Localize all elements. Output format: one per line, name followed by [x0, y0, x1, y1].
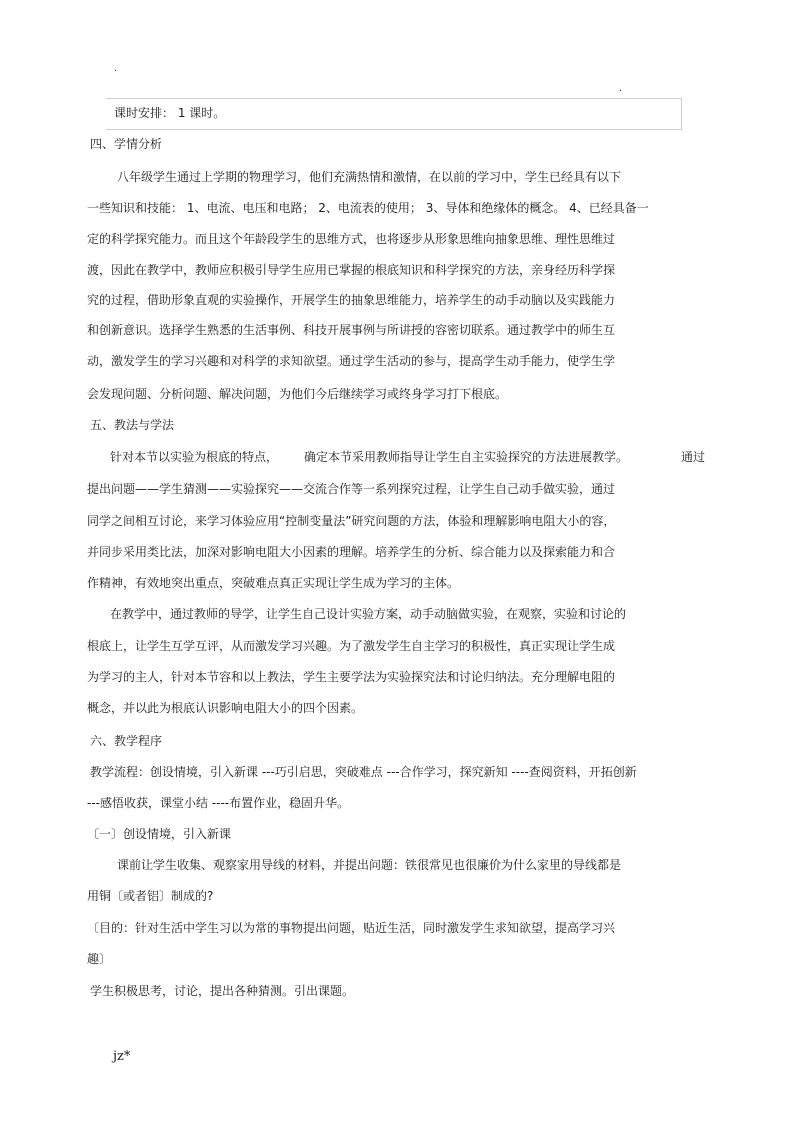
schedule-text: 课时安排： 1 课时。: [114, 106, 226, 120]
section4-line-1: 八年级学生通过上学期的物理学习，他们充满热情和激情，在以前的学习中，学生已经具有以下: [117, 170, 622, 184]
section5-p1-start: 针对本节以实验为根底的特点，: [110, 450, 279, 464]
section6-sub1-line-3: 〔目的：针对生活中学生习以为常的事物提出问题，贴近生活，同时激发学生求知欲望，提高学习兴: [87, 921, 616, 935]
section6-flow-line-2: ---感悟收获，课堂小结 ----布置作业，稳固升华。: [87, 796, 350, 810]
section4-line-2: 一些知识和技能： 1、电流、电压和电路； 2、电流表的使用； 3、导体和绝缘体的概念。 4、已经具备一: [87, 201, 649, 215]
section4-line-4: 渡，因此在教学中，教师应积极引导学生应用已掌握的根底知识和科学探究的方法，亲身经历科学探: [87, 263, 616, 277]
section6-flow-line-1: 教学流程：创设情境，引入新课 ---巧引启思，突破难点 ---合作学习，探究新知 ----查阅资料，开拓创新: [90, 765, 637, 779]
section6-sub1-line-1: 课前让学生收集、观察家用导线的材料，并提出问题：铁很常见也很廉价为什么家里的导线都是: [117, 858, 622, 872]
section4-line-7: 动，激发学生的学习兴趣和对科学的求知欲望。通过学生活动的参与，提高学生动手能力，使学生学: [87, 354, 616, 368]
section6-sub1-line-4: 趣〕: [87, 952, 112, 966]
section5-line-4: 作精神，有效地突出重点，突破难点真正实现让学生成为学习的主体。: [87, 576, 460, 590]
section4-line-5: 究的过程，借助形象直观的实验操作，开展学生的抽象思维能力，培养学生的动手动脑以及实践能力: [87, 293, 616, 307]
section6-sub1-line-5: 学生积极思考，讨论，提出各种猜测。引出课题。: [90, 984, 355, 998]
header-dot-left: .: [114, 63, 118, 74]
section4-line-3: 定的科学探究能力。而且这个年龄段学生的思维方式，也将逐步从形象思维向抽象思维、理性思维过: [87, 232, 616, 246]
section5-line-3: 并同步采用类比法，加深对影响电阻大小因素的理解。培养学生的分析、综合能力以及探索能力和合: [87, 545, 616, 559]
section6-sub1-line-2: 用铜〔或者铝〕制成的?: [87, 889, 214, 903]
section5-p1-mid: 确定本节采用教师指导让学生自主实验探究的方法进展教学。: [304, 450, 629, 464]
section5-line-1: 提出问题——学生猜测——实验探究——交流合作等一系列探究过程，让学生自己动手做实验，通过: [87, 482, 616, 496]
section6-sub1-title: 〔一〕创设情境，引入新课: [87, 827, 232, 841]
header-dot-right: .: [619, 83, 623, 94]
section5-p2-line-2: 根底上，让学生互学互评，从而激发学习兴趣。为了激发学生自主学习的积极性，真正实现让学生成: [87, 639, 616, 653]
section4-line-6: 和创新意识。选择学生熟悉的生活事例、科技开展事例与所讲授的容密切联系。通过教学中的师生互: [87, 323, 616, 337]
section6-title: 六、教学程序: [90, 734, 163, 748]
section4-title: 四、学情分析: [90, 137, 163, 151]
section5-p2-line-4: 概念，并以此为根底认识影响电阻大小的四个因素。: [87, 701, 364, 715]
section5-p2-line-1: 在教学中，通过教师的导学，让学生自己设计实验方案，动手动脑做实验，在观察，实验和讨论的: [110, 607, 627, 621]
page-footer: jz*: [113, 1049, 131, 1064]
section5-title: 五、教法与学法: [90, 418, 175, 432]
section5-line-2: 同学之间相互讨论，来学习体验应用“控制变量法”研究问题的方法，体验和理解影响电阻大小的容，: [87, 514, 616, 528]
section4-line-8: 会发现问题、分析问题、解决问题，为他们今后继续学习或终身学习打下根底。: [87, 387, 508, 401]
section5-p2-line-3: 为学习的主人，针对本节容和以上教法，学生主要学法为实验探究法和讨论归纳法。充分理解电阻的: [87, 670, 616, 684]
section5-p1-end: 通过: [681, 450, 706, 464]
